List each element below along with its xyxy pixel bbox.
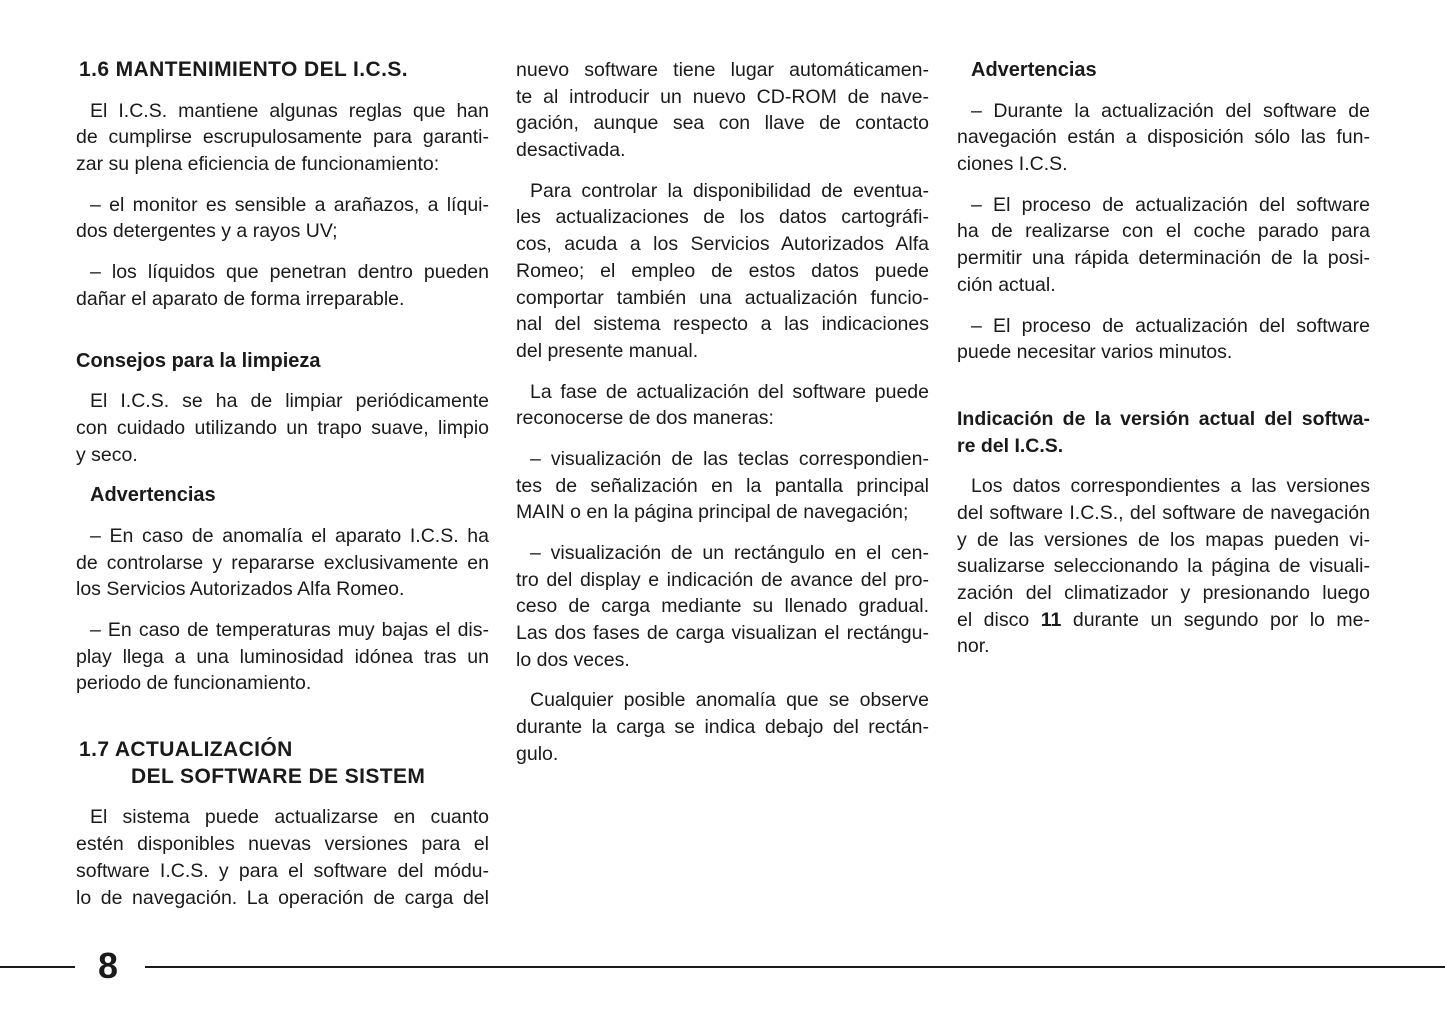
text-line: – visualización de un rectángulo en el cen- [530,542,929,564]
text-line: puede necesitar varios minutos. [957,341,1233,364]
text-line: software I.C.S. y para el software del módu- [76,859,489,882]
paragraph [516,446,929,526]
text-line: del software I.C.S., del software de navegación [957,501,1370,524]
text-line: ceso de carga mediante su llenado gradual. [516,595,929,618]
text-line: – el monitor es sensible a arañazos, a líqui- [90,193,489,216]
heading [957,57,1370,84]
text-line: ha de realizarse con el coche parado para [957,220,1370,243]
text-line: Las dos fases de carga visualizan el rectángu- [516,622,929,645]
page-number: 8 [98,945,119,986]
text-line: El I.C.S. se ha de limpiar periódicamente [90,390,489,413]
text-line: dañar el aparato de forma irreparable. [76,287,405,310]
paragraph [76,388,489,468]
text-line: – los líquidos que penetran dentro pueden [90,261,489,284]
text-line: de cumplirse escrupulosamente para garanti- [76,126,489,149]
text-line: El sistema puede actualizarse en cuanto [90,806,489,829]
paragraph [957,473,1370,660]
text-line [957,607,1370,634]
text-line: cos, acuda a los Servicios Autorizados Alfa [516,233,929,256]
paragraph [76,804,489,911]
paragraph [516,178,929,365]
text-segment: durante un segundo por lo me- [1061,608,1370,631]
text-line: te al introducir un nuevo CD-ROM de nave- [516,85,929,108]
text-line: tro del display e indicación de avance del pro- [516,568,929,591]
text-line: zar su plena eficiencia de funcionamiento: [76,153,440,176]
paragraph [516,540,929,673]
paragraph [957,192,1370,299]
text-line: Los datos correspondientes a las versiones [971,475,1370,498]
text-line: de controlarse y repararse exclusivamente en [76,551,489,574]
text-line: dos detergentes y a rayos UV; [76,220,338,243]
text-line: Consejos para la limpieza [76,349,321,372]
column-3 [957,57,1370,660]
text-line: Para controlar la disponibilidad de eventua- [530,179,929,202]
text-line: y de las versiones de los mapas pueden vi- [957,528,1370,551]
text-line: ción actual. [957,273,1056,296]
text-line: Advertencias [90,484,216,507]
text-line: durante la carga se indica debajo del rectán- [516,716,929,739]
paragraph [76,523,489,603]
text-line: navegación están a disposición sólo las fun- [957,126,1370,149]
paragraph [957,313,1370,366]
text-line: – Durante la actualización del software de [971,99,1370,122]
text-line: nal del sistema respecto a las indicaciones [516,313,929,336]
heading [76,737,489,790]
footer-rule-left [0,966,75,968]
text-line: lo de navegación. La operación de carga del [76,886,489,909]
text-line: lo dos veces. [516,648,630,671]
text-line: nuevo software tiene lugar automáticamen- [516,59,929,81]
text-line: play llega a una luminosidad idónea tras un [76,645,489,668]
text-line: les actualizaciones de los datos cartográfi- [516,206,929,229]
text-segment: el disco [957,608,1041,631]
paragraph [76,98,489,178]
text-line: los Servicios Autorizados Alfa Romeo. [76,578,405,601]
paragraph [76,192,489,245]
text-line: zación del climatizador y presionando luego [957,582,1370,604]
bold-reference: 11 [1040,608,1062,631]
text-line: desactivada. [516,139,626,162]
heading [76,348,489,375]
text-line: – El proceso de actualización del software [971,314,1370,337]
text-line: re del I.C.S. [957,434,1064,457]
text-line: 1.6 MANTENIMIENTO DEL I.C.S. [79,58,408,81]
text-line: – El proceso de actualización del software [971,193,1370,216]
text-line: gación, aunque sea con llave de contacto [516,112,929,135]
text-line: – En caso de anomalía el aparato I.C.S. ha [90,524,489,547]
column-1 [76,57,489,911]
text-line: MAIN o en la página principal de navegación; [516,501,909,524]
text-line: Indicación de la versión actual del softwa- [957,407,1370,430]
heading [957,406,1370,459]
text-line: reconocerse de dos maneras: [516,407,774,430]
text-line: – En caso de temperaturas muy bajas el dis- [90,619,489,641]
text-line: comportar también una actualización funcio- [516,286,929,309]
text-line: DEL SOFTWARE DE SISTEM [131,764,426,788]
paragraph [957,98,1370,178]
paragraph [76,617,489,697]
text-line: Cualquier posible anomalía que se observe [530,689,929,712]
text-line: del presente manual. [516,339,699,362]
text-line: y seco. [76,443,138,466]
text-line: ciones I.C.S. [957,153,1068,176]
column-2 [516,57,929,768]
text-line: Romeo; el empleo de estos datos puede [516,259,929,282]
text-line: – visualización de las teclas correspondien- [530,447,929,470]
paragraph [516,687,929,767]
footer-rule-right [145,966,1445,968]
heading [76,482,489,509]
paragraph [516,57,929,164]
text-line: gulo. [516,742,559,765]
text-line: La fase de actualización del software puede [530,380,929,403]
text-line: nor. [957,635,990,658]
text-line: tes de señalización en la pantalla principal [516,474,929,497]
text-line: 1.7 ACTUALIZACIÓN [79,738,293,762]
text-line: estén disponibles nuevas versiones para el [76,833,489,856]
text-line: sualizarse seleccionando la página de visuali- [957,555,1370,578]
paragraph [76,259,489,312]
text-line: Advertencias [971,59,1097,81]
text-line: con cuidado utilizando un trapo suave, limpio [76,416,489,439]
paragraph [516,379,929,432]
text-line: periodo de funcionamiento. [76,672,312,695]
text-line: permitir una rápida determinación de la posi- [957,247,1370,270]
heading [76,57,489,84]
text-line: El I.C.S. mantiene algunas reglas que han [90,99,489,122]
